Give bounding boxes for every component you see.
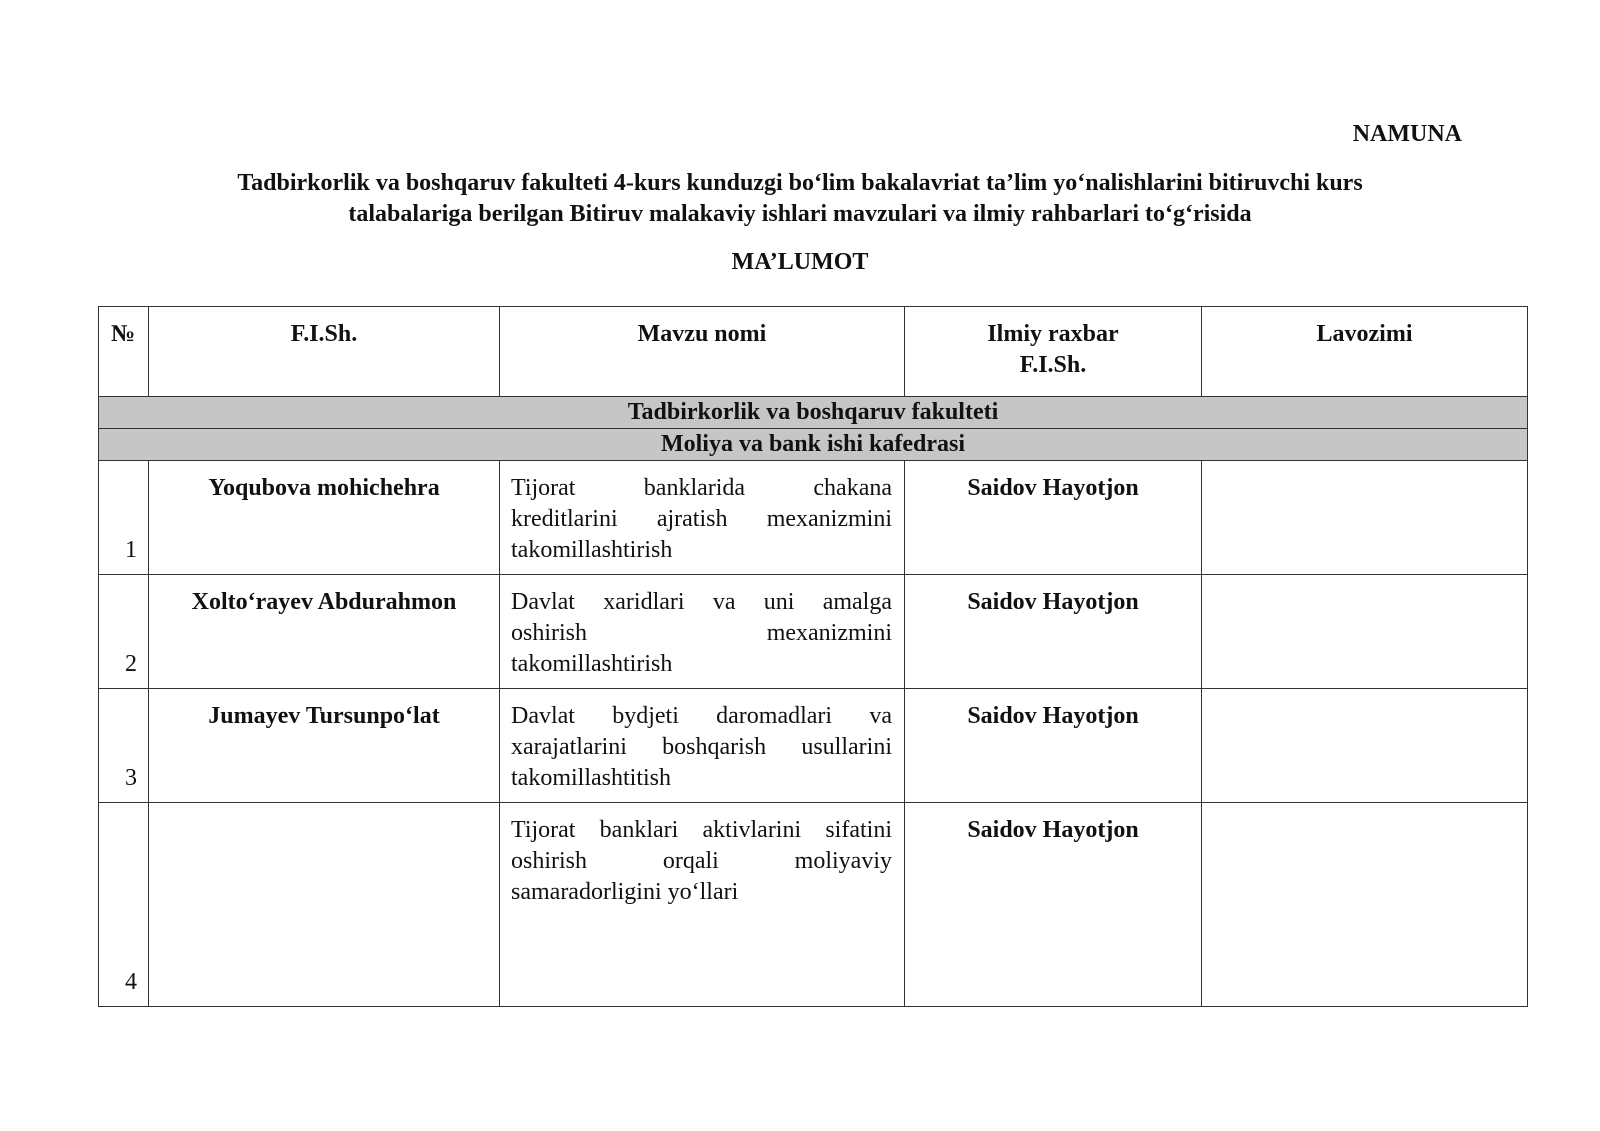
topic-line: Davlat xaridlari va uni amalga	[511, 589, 892, 615]
topic-line: xarajatlarini boshqarish usullarini	[511, 734, 892, 760]
supervisor-position	[1202, 575, 1528, 689]
topic-line: oshirish mexanizmini	[511, 620, 892, 646]
heading-line-2: talabalariga berilgan Bitiruv malakaviy ishlari mavzulari va ilmiy rahbarlari to‘g‘risida	[348, 201, 1252, 227]
student-name	[149, 803, 500, 1007]
document-title: MA’LUMOT	[731, 249, 869, 275]
row-number: 4	[99, 803, 149, 1007]
supervisor-name: Saidov Hayotjon	[905, 689, 1202, 803]
header-supervisor-line-1: Ilmiy raxbar	[987, 321, 1119, 347]
student-name: Yoqubova mohichehra	[149, 461, 500, 575]
header-supervisor	[905, 307, 1202, 397]
supervisor-position	[1202, 803, 1528, 1007]
header-supervisor-line-2: F.I.Sh.	[1019, 352, 1087, 378]
topic-line: Tijorat banklari aktivlarini sifatini	[511, 817, 892, 843]
topic-line: takomillashtirish	[511, 651, 673, 677]
row-number: 3	[99, 689, 149, 803]
document-heading	[100, 168, 1500, 230]
supervisor-name: Saidov Hayotjon	[905, 575, 1202, 689]
document-stamp: NAMUNA	[1352, 121, 1462, 147]
thesis-topic	[500, 461, 905, 575]
student-name: Jumayev Tursunpo‘lat	[149, 689, 500, 803]
faculty-name: Tadbirkorlik va boshqaruv fakulteti	[99, 397, 1528, 429]
supervisor-name: Saidov Hayotjon	[905, 803, 1202, 1007]
heading-line-1: Tadbirkorlik va boshqaruv fakulteti 4-kurs kunduzgi bo‘lim bakalavriat ta’lim yo‘nalishlarini bitiruvchi kurs	[237, 170, 1363, 196]
student-name: Xolto‘rayev Abdurahmon	[149, 575, 500, 689]
table-row	[99, 689, 1528, 803]
thesis-topics-table	[98, 306, 1528, 1007]
supervisor-position	[1202, 461, 1528, 575]
supervisor-position	[1202, 689, 1528, 803]
table-row	[99, 461, 1528, 575]
thesis-topic	[500, 803, 905, 1007]
topic-line: takomillashtitish	[511, 765, 671, 791]
faculty-row	[99, 397, 1528, 429]
topic-line: Tijorat banklarida chakana	[511, 475, 892, 501]
supervisor-name: Saidov Hayotjon	[905, 461, 1202, 575]
header-fish: F.I.Sh.	[149, 307, 500, 397]
thesis-topic	[500, 575, 905, 689]
department-row	[99, 429, 1528, 461]
row-number: 1	[99, 461, 149, 575]
topic-line: kreditlarini ajratish mexanizmini	[511, 506, 892, 532]
thesis-topic	[500, 689, 905, 803]
department-name: Moliya va bank ishi kafedrasi	[99, 429, 1528, 461]
topic-line: takomillashtirish	[511, 537, 673, 563]
table-row	[99, 575, 1528, 689]
header-position: Lavozimi	[1202, 307, 1528, 397]
table-header-row	[99, 307, 1528, 397]
topic-line: oshirish orqali moliyaviy	[511, 848, 892, 874]
header-number: №	[99, 307, 149, 397]
row-number: 2	[99, 575, 149, 689]
table-row	[99, 803, 1528, 1007]
topic-line: Davlat bydjeti daromadlari va	[511, 703, 892, 729]
topic-line: samaradorligini yo‘llari	[511, 879, 739, 905]
header-topic: Mavzu nomi	[500, 307, 905, 397]
